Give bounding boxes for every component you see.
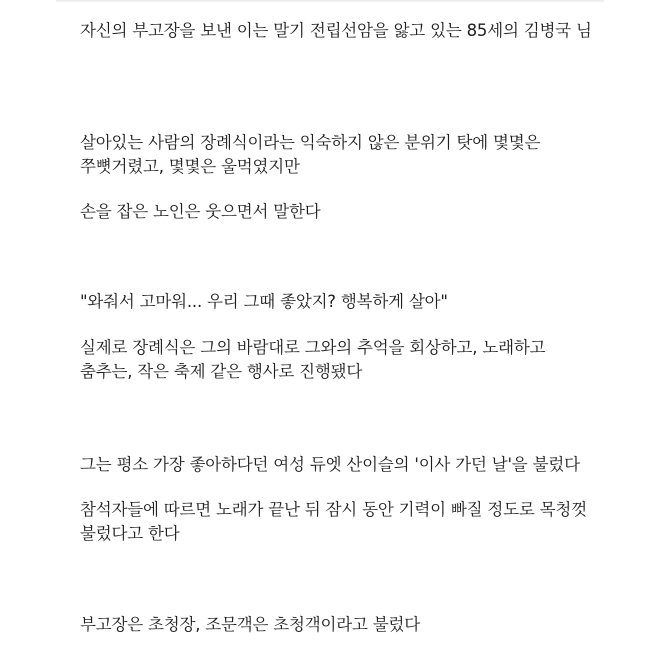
paragraph-5: 실제로 장례식은 그의 바람대로 그와의 추억을 회상하고, 노래하고 춤추는, 작은 축제 같은 행사로 진행됐다 (80, 338, 546, 381)
paragraph-3: 손을 잡은 노인은 웃으면서 말한다 (80, 202, 321, 221)
paragraph-4: "와줘서 고마워... 우리 그때 좋았지? 행복하게 살아" (80, 292, 448, 311)
paragraph-1: 자신의 부고장을 보낸 이는 말기 전립선암을 앓고 있는 85세의 김병국 님 (80, 21, 592, 40)
paragraph-2: 살아있는 사람의 장례식이라는 익숙하지 않은 분위기 탓에 몇몇은 쭈뼛거렸고, 몇몇은 울먹였지만 (80, 133, 541, 176)
paragraph-6: 그는 평소 가장 좋아하다던 여성 듀엣 산이슬의 '이사 가던 날'을 불렀다 (80, 455, 580, 474)
paragraph-8: 부고장은 초청장, 조문객은 초청객이라고 불렀다 (80, 615, 421, 634)
top-divider (56, 0, 604, 3)
paragraph-7: 참석자들에 따르면 노래가 끝난 뒤 잠시 동안 기력이 빠질 정도로 목청껏 불렀다고 한다 (80, 500, 587, 543)
